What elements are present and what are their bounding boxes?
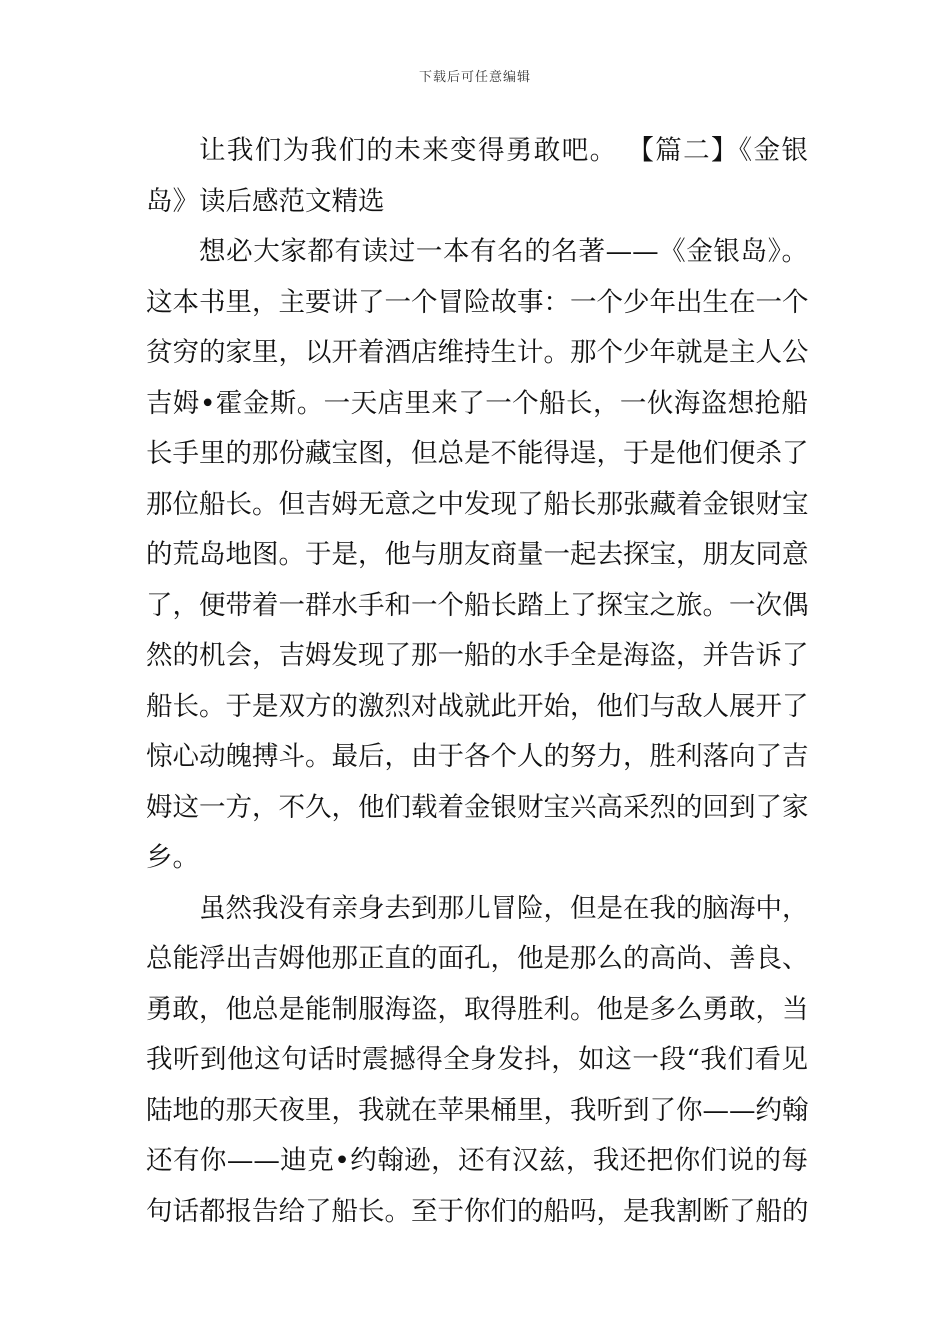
text-line: 虽然我没有亲身去到那儿冒险，但是在我的脑海中， <box>199 892 809 924</box>
body-text <box>146 126 808 1237</box>
text-line: 勇敢，他总是能制服海盗，取得胜利。他是多么勇敢，当 <box>146 993 809 1025</box>
text-line: 陆地的那天夜里，我就在苹果桶里，我听到了你——约翰 <box>146 1094 809 1126</box>
text-line: 然的机会，吉姆发现了那一船的水手全是海盗，并告诉了 <box>146 640 809 671</box>
paragraph <box>146 884 808 1238</box>
text-line: 贫穷的家里，以开着酒店维持生计。那个少年就是主人公 <box>146 337 809 368</box>
text-line: 长手里的那份藏宝图，但总是不能得逞，于是他们便杀了 <box>146 438 809 469</box>
text-line: 岛》读后感范文精选 <box>146 185 385 217</box>
text-line: 船长。于是双方的激烈对战就此开始，他们与敌人展开了 <box>146 690 809 722</box>
text-line: 让我们为我们的未来变得勇敢吧。 【篇二】《金银 <box>199 135 808 166</box>
text-line: 我听到他这句话时震撼得全身发抖，如这一段“我们看见 <box>146 1044 808 1075</box>
text-line: 的荒岛地图。于是，他与朋友商量一起去探宝，朋友同意 <box>146 539 809 570</box>
text-line: 乡。 <box>146 842 199 873</box>
page-header: 下载后可任意编辑 <box>418 70 531 85</box>
text-line: 了，便带着一群水手和一个船长踏上了探宝之旅。一次偶 <box>146 589 809 621</box>
text-line: 吉姆•霍金斯。一天店里来了一个船长，一伙海盗想抢船 <box>146 387 808 419</box>
text-line: 总能浮出吉姆他那正直的面孔，他是那么的高尚、善良、 <box>146 943 809 974</box>
text-line: 那位船长。但吉姆无意之中发现了船长那张藏着金银财宝 <box>146 488 809 520</box>
text-line: 这本书里，主要讲了一个冒险故事：一个少年出生在一个 <box>146 286 809 318</box>
text-line: 想必大家都有读过一本有名的名著——《金银岛》。 <box>199 236 808 267</box>
paragraph <box>146 227 808 884</box>
text-line: 姆这一方，不久，他们载着金银财宝兴高采烈的回到了家 <box>146 791 809 823</box>
paragraph <box>146 126 808 227</box>
text-line: 还有你——迪克•约翰逊，还有汉兹，我还把你们说的每 <box>146 1145 808 1176</box>
text-line: 句话都报告给了船长。至于你们的船吗，是我割断了船的 <box>146 1195 809 1227</box>
text-line: 惊心动魄搏斗。最后，由于各个人的努力，胜利落向了吉 <box>146 741 809 772</box>
